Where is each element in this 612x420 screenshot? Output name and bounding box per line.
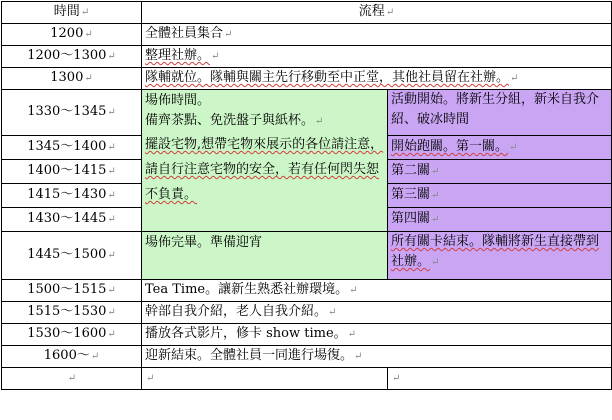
schedule-table — [1, 1, 612, 390]
flow-text: 迎新結束。全體社員一同進行場復。 — [145, 348, 354, 363]
time-cell — [2, 346, 142, 368]
paragraph-mark: ↵ — [84, 73, 93, 84]
table-row — [2, 232, 612, 280]
time-cell — [2, 232, 142, 280]
table-row — [2, 346, 612, 368]
paragraph-mark: ↵ — [328, 307, 337, 318]
setup-line: 場佈時間。 — [145, 93, 211, 108]
time-cell — [2, 46, 142, 68]
time-text: 1515～1530 — [27, 304, 107, 319]
time-cell — [2, 280, 142, 302]
time-cell — [2, 68, 142, 90]
table-row-empty — [2, 368, 612, 390]
paragraph-mark: ↵ — [315, 116, 324, 127]
flow-text: 場佈完畢。準備迎宵 — [145, 235, 263, 250]
paragraph-mark: ↵ — [347, 329, 357, 340]
activity-cell — [388, 160, 612, 184]
flow-text: 全體社員集合 — [145, 26, 224, 41]
flow-text: 整理社辦。 — [145, 48, 211, 63]
paragraph-mark: ↵ — [509, 142, 518, 153]
header-flow — [142, 2, 612, 24]
paragraph-mark: ↵ — [107, 285, 116, 296]
paragraph-mark: ↵ — [67, 373, 77, 384]
paragraph-mark: ↵ — [211, 51, 220, 62]
time-text: 1445～1500 — [27, 247, 107, 262]
time-cell — [2, 90, 142, 136]
flow-cell — [142, 324, 612, 346]
paragraph-mark: ↵ — [107, 250, 116, 261]
flow-cell — [142, 46, 612, 68]
flow-text: 第二關 — [391, 163, 431, 178]
time-text: 1400～1415 — [27, 163, 107, 178]
flow-text: 隊輔就位。隊輔與關主先行移動至中正堂，其他社員留在社辦。 — [145, 70, 510, 85]
paragraph-mark: ↵ — [224, 29, 233, 40]
table-row — [2, 324, 612, 346]
time-cell — [2, 208, 142, 232]
paragraph-mark: ↵ — [80, 7, 90, 18]
paragraph-mark: ↵ — [354, 351, 363, 362]
paragraph-mark: ↵ — [107, 329, 116, 340]
paragraph-mark: ↵ — [431, 166, 440, 177]
time-text: 1430～1445 — [27, 211, 107, 226]
setup-line: 擺設宅物,想帶宅物來展示的各位請注意，請自行注意宅物的安全，若有任何閃失恕不負責。 — [145, 137, 384, 202]
flow-text: 第三關 — [391, 187, 431, 202]
paragraph-mark: ↵ — [107, 190, 116, 201]
time-text: 1345～1400 — [27, 139, 107, 154]
time-cell — [2, 160, 142, 184]
activity-cell — [388, 208, 612, 232]
paragraph-mark: ↵ — [90, 351, 100, 362]
flow-text: 第四關 — [391, 211, 431, 226]
flow-cell — [142, 24, 612, 46]
flow-cell — [142, 346, 612, 368]
paragraph-mark: ↵ — [107, 166, 116, 177]
header-time — [2, 2, 142, 24]
flow-cell — [142, 302, 612, 324]
paragraph-mark: ↵ — [146, 373, 155, 384]
time-text: 1200～1300 — [27, 48, 107, 63]
time-cell — [2, 302, 142, 324]
paragraph-mark: ↵ — [107, 51, 116, 62]
activity-cell — [388, 184, 612, 208]
time-cell — [2, 184, 142, 208]
paragraph-mark: ↵ — [392, 373, 401, 384]
header-flow-label: 流程 — [358, 4, 385, 19]
empty-cell — [2, 368, 142, 390]
flow-text: 開始跑關。第一關。 — [391, 139, 509, 154]
flow-text: 幹部自我介紹，老人自我介紹。 — [145, 304, 328, 319]
setup-line: 備齊茶點、免洗盤子與紙杯。↵ — [145, 113, 324, 128]
flow-cell — [142, 68, 612, 90]
paragraph-mark: ↵ — [107, 214, 116, 225]
paragraph-mark: ↵ — [431, 214, 440, 225]
table-row — [2, 90, 612, 136]
paragraph-mark: ↵ — [510, 73, 519, 84]
flow-cell — [142, 280, 612, 302]
table-row — [2, 280, 612, 302]
empty-cell — [142, 368, 388, 390]
flow-text: Tea Time。讓新生熟悉社辦環境。 — [145, 282, 349, 297]
paragraph-mark: ↵ — [84, 29, 93, 40]
paragraph-mark: ↵ — [385, 7, 395, 18]
flow-text: 播放各式影片，修卡 show time。 — [145, 326, 347, 341]
setup-block-cell — [142, 90, 388, 232]
time-cell — [2, 324, 142, 346]
time-text: 1530～1600 — [27, 326, 107, 341]
flow-text: 所有關卡結束。隊輔將新生直接帶到社辦。 — [391, 234, 600, 269]
paragraph-mark: ↵ — [431, 190, 440, 201]
table-row — [2, 68, 612, 90]
time-cell — [2, 24, 142, 46]
activity-cell — [388, 90, 612, 136]
activity-cell — [388, 136, 612, 160]
time-cell — [2, 136, 142, 160]
time-text: 1330～1345 — [27, 104, 107, 119]
time-text: 1415～1430 — [27, 187, 107, 202]
table-row — [2, 302, 612, 324]
paragraph-mark: ↵ — [107, 142, 116, 153]
time-text: 1200 — [50, 26, 84, 41]
paragraph-mark: ↵ — [107, 307, 116, 318]
empty-cell — [388, 368, 612, 390]
paragraph-mark: ↵ — [431, 257, 440, 268]
flow-text: 活動開始。將新生分組，新米自我介紹、破冰時間 — [391, 92, 600, 127]
header-time-label: 時間 — [53, 4, 80, 19]
header-row — [2, 2, 612, 24]
paragraph-mark: ↵ — [349, 285, 358, 296]
activity-cell — [388, 232, 612, 280]
table-row — [2, 46, 612, 68]
paragraph-mark: ↵ — [107, 107, 116, 118]
time-text: 1500～1515 — [27, 282, 107, 297]
time-text: 1300 — [50, 70, 84, 85]
time-text: 1600～ — [43, 348, 90, 363]
table-row — [2, 24, 612, 46]
setup-done-cell — [142, 232, 388, 280]
